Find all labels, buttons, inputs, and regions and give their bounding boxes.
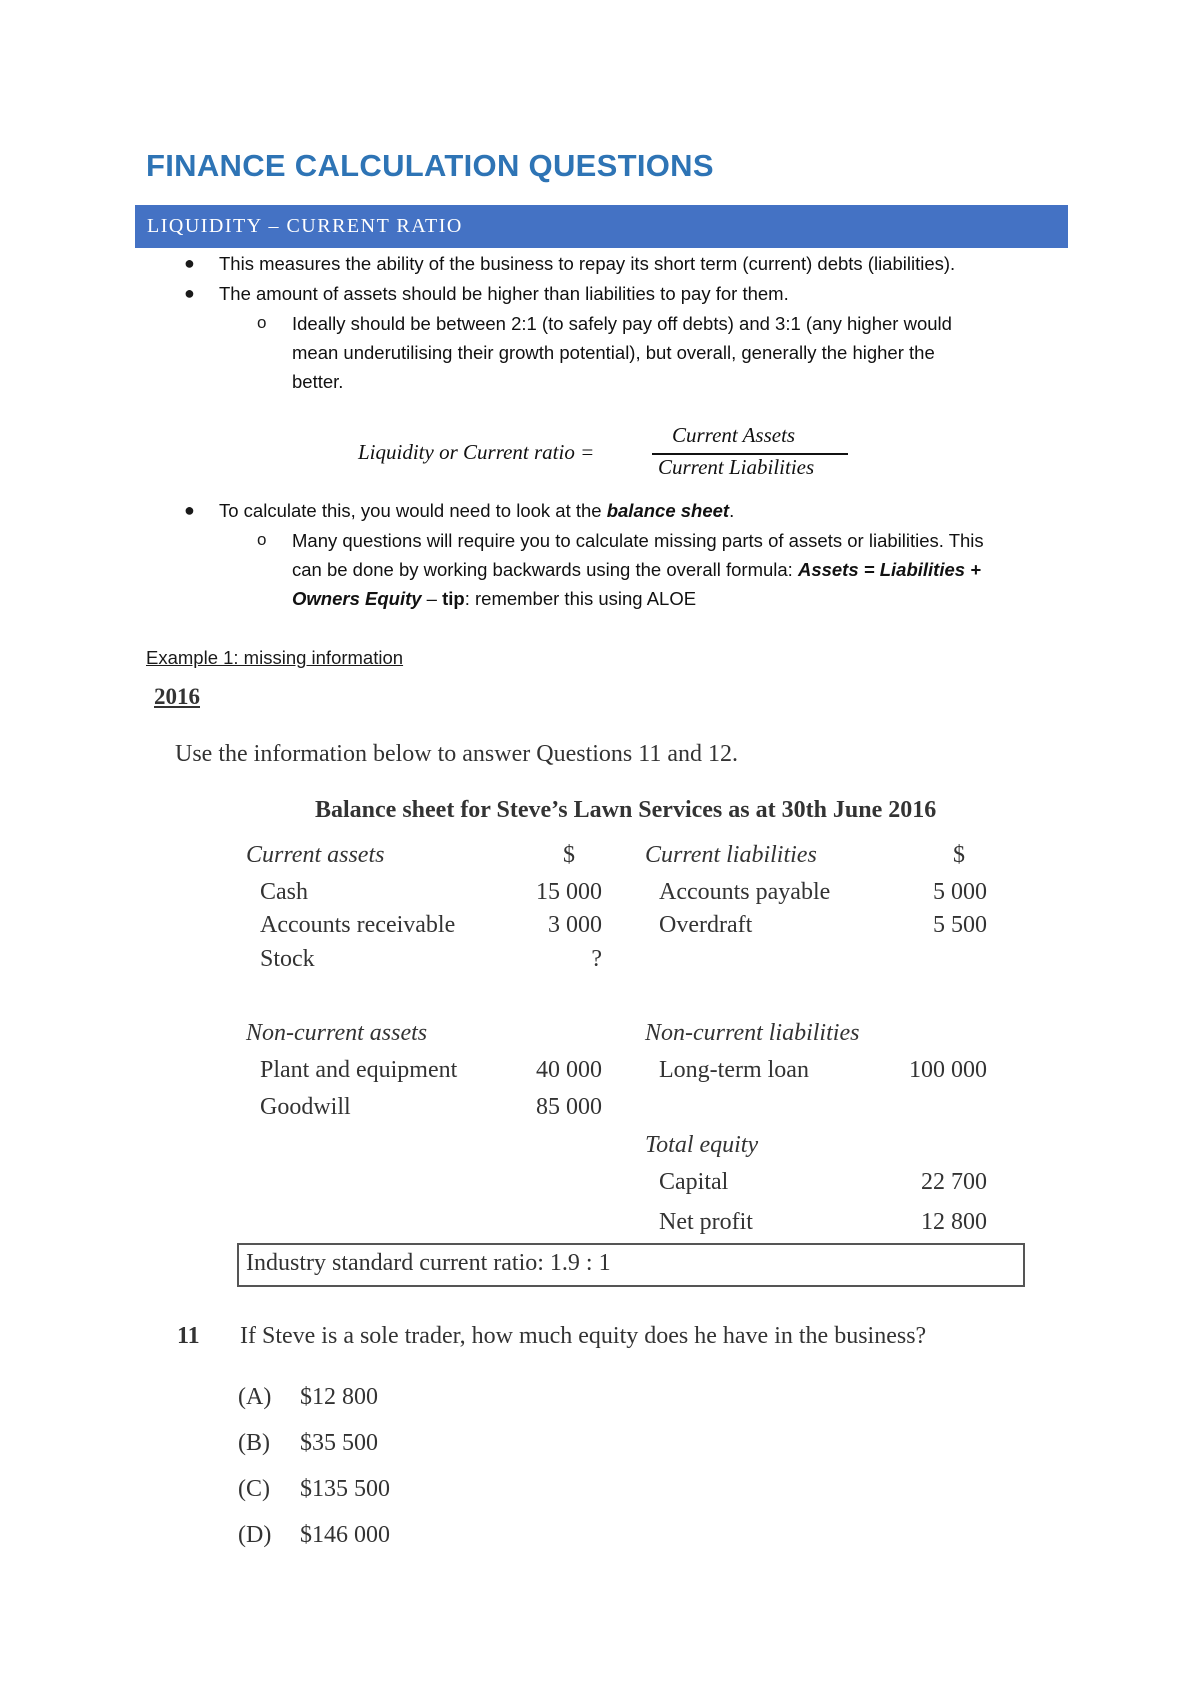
- asset-value: 15 000: [536, 879, 602, 905]
- sub-bullet-marker: o: [257, 530, 267, 549]
- question-text: If Steve is a sole trader, how much equity does he have in the business?: [240, 1323, 927, 1349]
- asset-value: 3 000: [548, 912, 602, 938]
- page-title: FINANCE CALCULATION QUESTIONS: [146, 148, 714, 183]
- current-liabilities-heading: Current liabilities: [645, 842, 817, 868]
- bullet-3-sub-line-2-pre: can be done by working backwards using the overall formula:: [292, 559, 798, 580]
- section-banner: [135, 205, 1068, 248]
- asset-name: Cash: [260, 879, 308, 905]
- option-letter: (A): [238, 1384, 272, 1410]
- non-current-liabilities-heading: Non-current liabilities: [645, 1020, 860, 1046]
- bullet-text-2: The amount of assets should be higher than liabilities to pay for them.: [219, 283, 789, 304]
- bullet-text-1: This measures the ability of the business to repay its short term (current) debts (liabilities).: [219, 253, 956, 274]
- dash: –: [421, 588, 443, 609]
- equity-value: 22 700: [921, 1169, 987, 1195]
- bullet-2-sub-line-2: mean underutilising their growth potential), but overall, generally the higher the: [292, 342, 935, 363]
- asset-name: Accounts receivable: [260, 912, 456, 938]
- formula-denominator: Current Liabilities: [658, 455, 815, 479]
- instruction-text: Use the information below to answer Questions 11 and 12.: [175, 741, 739, 767]
- bullet-3-pre: To calculate this, you would need to look at the: [219, 500, 607, 521]
- balance-sheet-title: Balance sheet for Steve’s Lawn Services as at 30th June 2016: [315, 797, 937, 823]
- formula-numerator: Current Assets: [672, 423, 796, 447]
- section-heading: LIQUIDITY – CURRENT RATIO: [147, 215, 463, 237]
- example-heading: Example 1: missing information: [146, 647, 404, 668]
- option-a[interactable]: $12 800: [300, 1384, 378, 1410]
- equity-name: Net profit: [659, 1209, 753, 1235]
- bullet-dot: ●: [184, 253, 195, 273]
- liability-value: 5 000: [933, 879, 987, 905]
- tip-text: : remember this using ALOE: [464, 588, 697, 609]
- formula-lhs: Liquidity or Current ratio =: [358, 440, 595, 464]
- option-b[interactable]: $35 500: [300, 1430, 378, 1456]
- exam-year: 2016: [154, 684, 200, 709]
- option-d[interactable]: $146 000: [300, 1522, 390, 1548]
- tip-label: tip: [442, 588, 465, 609]
- industry-standard-text: Industry standard current ratio: 1.9 : 1: [246, 1250, 611, 1276]
- bullet-3-emphasis: balance sheet: [606, 500, 730, 521]
- bullet-2-sub-line-3: better.: [292, 371, 344, 392]
- bullet-text-3: [219, 500, 734, 522]
- option-letter: (C): [238, 1476, 270, 1502]
- bullet-3-sub-line-1: Many questions will require you to calculate missing parts of assets or liabilities. This: [292, 530, 984, 551]
- formula-emphasis: Assets = Liabilities +: [797, 559, 981, 580]
- bullet-2-sub-line-1: Ideally should be between 2:1 (to safely pay off debts) and 3:1 (any higher would: [292, 313, 952, 334]
- asset-name: Plant and equipment: [260, 1057, 458, 1083]
- question-number: 11: [177, 1323, 200, 1349]
- liability-value: 5 500: [933, 912, 987, 938]
- option-letter: (B): [238, 1430, 270, 1456]
- total-equity-heading: Total equity: [645, 1132, 759, 1158]
- option-c[interactable]: $135 500: [300, 1476, 390, 1502]
- bullet-3-sub-line-2: [292, 559, 981, 581]
- non-current-assets-heading: Non-current assets: [246, 1020, 428, 1046]
- currency-symbol: $: [563, 842, 575, 868]
- equity-name: Capital: [659, 1169, 729, 1195]
- missing-stock-value: ?: [591, 946, 602, 972]
- liability-value: 100 000: [909, 1057, 987, 1083]
- current-assets-heading: Current assets: [246, 842, 385, 868]
- currency-symbol: $: [953, 842, 965, 868]
- bullet-3-sub-line-3: [292, 588, 696, 610]
- owners-equity-emphasis: Owners Equity: [292, 588, 422, 609]
- liability-name: Long-term loan: [659, 1057, 809, 1083]
- asset-value: 85 000: [536, 1094, 602, 1120]
- option-letter: (D): [238, 1522, 272, 1548]
- bullet-3-post: .: [729, 500, 735, 521]
- asset-name: Goodwill: [260, 1094, 351, 1120]
- sub-bullet-marker: o: [257, 313, 267, 332]
- asset-value: 40 000: [536, 1057, 602, 1083]
- liability-name: Accounts payable: [659, 879, 831, 905]
- asset-name: Stock: [260, 946, 315, 972]
- liability-name: Overdraft: [659, 912, 753, 938]
- bullet-dot: ●: [184, 500, 195, 520]
- bullet-dot: ●: [184, 283, 195, 303]
- equity-value: 12 800: [921, 1209, 987, 1235]
